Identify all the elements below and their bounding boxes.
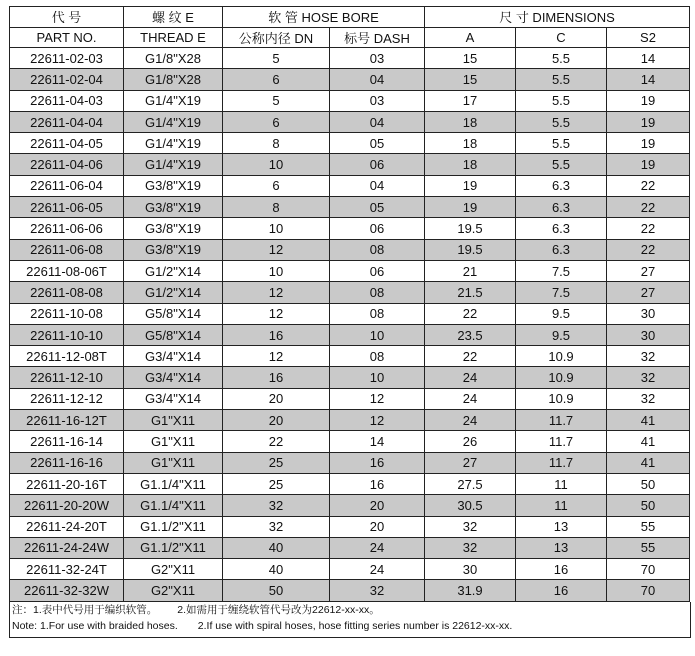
table-row bbox=[10, 324, 690, 345]
cell-part: 22611-04-03 bbox=[10, 90, 124, 111]
cell-dash: 08 bbox=[330, 282, 425, 303]
cell-part: 22611-12-12 bbox=[10, 388, 124, 409]
cell-dash: 12 bbox=[330, 388, 425, 409]
cell-a: 18 bbox=[425, 154, 516, 175]
cell-part: 22611-20-16T bbox=[10, 473, 124, 494]
cell-s2: 41 bbox=[607, 452, 690, 473]
header-dimensions: 尺 寸 DIMENSIONS bbox=[425, 7, 690, 28]
cell-dash: 14 bbox=[330, 431, 425, 452]
cell-a: 17 bbox=[425, 90, 516, 111]
cell-dn: 40 bbox=[223, 537, 330, 558]
cell-thread: G5/8"X14 bbox=[124, 303, 223, 324]
cell-dn: 25 bbox=[223, 473, 330, 494]
table-row bbox=[10, 303, 690, 324]
cell-dash: 06 bbox=[330, 218, 425, 239]
cell-part: 22611-10-10 bbox=[10, 324, 124, 345]
cell-dash: 12 bbox=[330, 410, 425, 431]
table-header bbox=[10, 7, 690, 48]
cell-part: 22611-02-03 bbox=[10, 48, 124, 69]
cell-dn: 10 bbox=[223, 260, 330, 281]
cell-part: 22611-04-05 bbox=[10, 133, 124, 154]
spec-table-container bbox=[9, 6, 689, 638]
cell-dn: 12 bbox=[223, 282, 330, 303]
table-row bbox=[10, 175, 690, 196]
cell-c: 13 bbox=[516, 516, 607, 537]
header-s2: S2 bbox=[607, 27, 690, 48]
cell-a: 30.5 bbox=[425, 495, 516, 516]
table-row bbox=[10, 218, 690, 239]
cell-s2: 14 bbox=[607, 48, 690, 69]
cell-dash: 32 bbox=[330, 580, 425, 601]
cell-thread: G3/8"X19 bbox=[124, 239, 223, 260]
cell-a: 19.5 bbox=[425, 218, 516, 239]
cell-a: 19.5 bbox=[425, 239, 516, 260]
cell-s2: 70 bbox=[607, 559, 690, 580]
cell-dn: 5 bbox=[223, 90, 330, 111]
cell-dn: 32 bbox=[223, 495, 330, 516]
table-row bbox=[10, 90, 690, 111]
cell-a: 26 bbox=[425, 431, 516, 452]
cell-part: 22611-06-05 bbox=[10, 197, 124, 218]
table-row bbox=[10, 452, 690, 473]
cell-c: 11.7 bbox=[516, 431, 607, 452]
cell-a: 21.5 bbox=[425, 282, 516, 303]
cell-s2: 19 bbox=[607, 111, 690, 132]
cell-thread: G1.1/4"X11 bbox=[124, 495, 223, 516]
table-row bbox=[10, 69, 690, 90]
cell-part: 22611-32-24T bbox=[10, 559, 124, 580]
cell-part: 22611-16-16 bbox=[10, 452, 124, 473]
cell-thread: G5/8"X14 bbox=[124, 324, 223, 345]
cell-a: 24 bbox=[425, 388, 516, 409]
cell-c: 7.5 bbox=[516, 260, 607, 281]
cell-dash: 05 bbox=[330, 133, 425, 154]
cell-s2: 22 bbox=[607, 175, 690, 196]
cell-c: 6.3 bbox=[516, 175, 607, 196]
cell-thread: G1.1/2"X11 bbox=[124, 516, 223, 537]
cell-thread: G3/8"X19 bbox=[124, 197, 223, 218]
cell-part: 22611-12-08T bbox=[10, 346, 124, 367]
cell-c: 6.3 bbox=[516, 239, 607, 260]
cell-c: 9.5 bbox=[516, 303, 607, 324]
cell-part: 22611-16-12T bbox=[10, 410, 124, 431]
cell-thread: G3/4"X14 bbox=[124, 346, 223, 367]
cell-a: 23.5 bbox=[425, 324, 516, 345]
cell-s2: 32 bbox=[607, 367, 690, 388]
cell-part: 22611-24-20T bbox=[10, 516, 124, 537]
cell-s2: 22 bbox=[607, 218, 690, 239]
cell-dn: 6 bbox=[223, 69, 330, 90]
cell-a: 19 bbox=[425, 175, 516, 196]
cell-thread: G1"X11 bbox=[124, 452, 223, 473]
cell-a: 22 bbox=[425, 346, 516, 367]
cell-s2: 30 bbox=[607, 303, 690, 324]
cell-a: 27.5 bbox=[425, 473, 516, 494]
cell-part: 22611-12-10 bbox=[10, 367, 124, 388]
cell-dn: 6 bbox=[223, 175, 330, 196]
cell-dash: 05 bbox=[330, 197, 425, 218]
cell-s2: 32 bbox=[607, 388, 690, 409]
cell-a: 18 bbox=[425, 111, 516, 132]
cell-part: 22611-08-08 bbox=[10, 282, 124, 303]
cell-dash: 16 bbox=[330, 473, 425, 494]
cell-c: 11.7 bbox=[516, 410, 607, 431]
cell-s2: 55 bbox=[607, 516, 690, 537]
table-row bbox=[10, 367, 690, 388]
note-cn-label: 注： bbox=[12, 603, 33, 616]
cell-dash: 04 bbox=[330, 175, 425, 196]
cell-thread: G1/8"X28 bbox=[124, 69, 223, 90]
cell-thread: G1/4"X19 bbox=[124, 133, 223, 154]
cell-dn: 12 bbox=[223, 346, 330, 367]
cell-dash: 10 bbox=[330, 324, 425, 345]
table-row bbox=[10, 260, 690, 281]
table-row bbox=[10, 154, 690, 175]
cell-dn: 50 bbox=[223, 580, 330, 601]
cell-s2: 70 bbox=[607, 580, 690, 601]
cell-a: 15 bbox=[425, 69, 516, 90]
cell-dash: 06 bbox=[330, 260, 425, 281]
cell-part: 22611-10-08 bbox=[10, 303, 124, 324]
cell-thread: G3/8"X19 bbox=[124, 175, 223, 196]
cell-s2: 55 bbox=[607, 537, 690, 558]
cell-c: 5.5 bbox=[516, 111, 607, 132]
cell-dn: 8 bbox=[223, 133, 330, 154]
table-row bbox=[10, 282, 690, 303]
cell-s2: 14 bbox=[607, 69, 690, 90]
cell-part: 22611-20-20W bbox=[10, 495, 124, 516]
table-row bbox=[10, 388, 690, 409]
cell-a: 24 bbox=[425, 367, 516, 388]
cell-a: 27 bbox=[425, 452, 516, 473]
cell-c: 7.5 bbox=[516, 282, 607, 303]
note-en-1: 1.For use with braided hoses. bbox=[40, 619, 178, 632]
cell-dn: 16 bbox=[223, 367, 330, 388]
cell-a: 18 bbox=[425, 133, 516, 154]
cell-c: 10.9 bbox=[516, 346, 607, 367]
notes-en-line bbox=[12, 618, 690, 634]
cell-dn: 12 bbox=[223, 303, 330, 324]
note-en-2: 2.If use with spiral hoses, hose fitting series number is 22612-xx-xx. bbox=[197, 619, 513, 632]
cell-part: 22611-06-04 bbox=[10, 175, 124, 196]
cell-thread: G1/2"X14 bbox=[124, 282, 223, 303]
cell-a: 22 bbox=[425, 303, 516, 324]
cell-s2: 30 bbox=[607, 324, 690, 345]
header-hose-bore: 软 管 HOSE BORE bbox=[223, 7, 425, 28]
cell-s2: 27 bbox=[607, 260, 690, 281]
table-row bbox=[10, 537, 690, 558]
cell-a: 32 bbox=[425, 516, 516, 537]
cell-part: 22611-06-08 bbox=[10, 239, 124, 260]
cell-part: 22611-32-32W bbox=[10, 580, 124, 601]
table-row bbox=[10, 239, 690, 260]
header-part-cn: 代 号 bbox=[10, 7, 124, 28]
cell-c: 11 bbox=[516, 473, 607, 494]
cell-c: 10.9 bbox=[516, 388, 607, 409]
cell-dash: 04 bbox=[330, 111, 425, 132]
cell-c: 5.5 bbox=[516, 90, 607, 111]
cell-dn: 16 bbox=[223, 324, 330, 345]
cell-a: 30 bbox=[425, 559, 516, 580]
cell-c: 16 bbox=[516, 580, 607, 601]
table-row bbox=[10, 559, 690, 580]
cell-dn: 8 bbox=[223, 197, 330, 218]
cell-a: 15 bbox=[425, 48, 516, 69]
cell-dash: 20 bbox=[330, 495, 425, 516]
cell-s2: 41 bbox=[607, 431, 690, 452]
table-row bbox=[10, 495, 690, 516]
cell-dn: 10 bbox=[223, 154, 330, 175]
table-body bbox=[10, 48, 690, 602]
cell-a: 21 bbox=[425, 260, 516, 281]
table-row bbox=[10, 431, 690, 452]
cell-dn: 25 bbox=[223, 452, 330, 473]
cell-dn: 6 bbox=[223, 111, 330, 132]
cell-thread: G2"X11 bbox=[124, 580, 223, 601]
cell-thread: G2"X11 bbox=[124, 559, 223, 580]
notes-cn-line bbox=[12, 602, 690, 618]
cell-dn: 20 bbox=[223, 410, 330, 431]
cell-thread: G1/4"X19 bbox=[124, 154, 223, 175]
cell-thread: G1/4"X19 bbox=[124, 111, 223, 132]
cell-dash: 03 bbox=[330, 48, 425, 69]
cell-c: 16 bbox=[516, 559, 607, 580]
cell-thread: G3/4"X14 bbox=[124, 388, 223, 409]
cell-dn: 20 bbox=[223, 388, 330, 409]
cell-c: 6.3 bbox=[516, 218, 607, 239]
cell-dash: 08 bbox=[330, 239, 425, 260]
header-dn: 公称内径 DN bbox=[223, 27, 330, 48]
cell-c: 11 bbox=[516, 495, 607, 516]
cell-s2: 27 bbox=[607, 282, 690, 303]
table-row bbox=[10, 516, 690, 537]
cell-s2: 19 bbox=[607, 154, 690, 175]
header-c: C bbox=[516, 27, 607, 48]
table-row bbox=[10, 346, 690, 367]
cell-c: 10.9 bbox=[516, 367, 607, 388]
cell-c: 5.5 bbox=[516, 154, 607, 175]
table-row bbox=[10, 197, 690, 218]
cell-dash: 16 bbox=[330, 452, 425, 473]
cell-part: 22611-16-14 bbox=[10, 431, 124, 452]
cell-dash: 10 bbox=[330, 367, 425, 388]
cell-part: 22611-24-24W bbox=[10, 537, 124, 558]
cell-a: 24 bbox=[425, 410, 516, 431]
header-dash: 标号 DASH bbox=[330, 27, 425, 48]
cell-dn: 22 bbox=[223, 431, 330, 452]
cell-c: 11.7 bbox=[516, 452, 607, 473]
cell-part: 22611-06-06 bbox=[10, 218, 124, 239]
cell-dn: 32 bbox=[223, 516, 330, 537]
note-cn-2: 2.如需用于缠绕软管代号改为22612-xx-xx。 bbox=[177, 603, 380, 616]
table-row bbox=[10, 133, 690, 154]
cell-s2: 19 bbox=[607, 133, 690, 154]
cell-thread: G1"X11 bbox=[124, 410, 223, 431]
cell-dash: 03 bbox=[330, 90, 425, 111]
cell-thread: G3/4"X14 bbox=[124, 367, 223, 388]
table-row bbox=[10, 48, 690, 69]
cell-s2: 41 bbox=[607, 410, 690, 431]
cell-s2: 32 bbox=[607, 346, 690, 367]
cell-s2: 19 bbox=[607, 90, 690, 111]
cell-s2: 50 bbox=[607, 495, 690, 516]
cell-part: 22611-02-04 bbox=[10, 69, 124, 90]
cell-part: 22611-04-04 bbox=[10, 111, 124, 132]
table-row bbox=[10, 473, 690, 494]
cell-dash: 24 bbox=[330, 537, 425, 558]
cell-dash: 20 bbox=[330, 516, 425, 537]
header-thread-cn: 螺 纹 E bbox=[124, 7, 223, 28]
cell-dash: 24 bbox=[330, 559, 425, 580]
table-row bbox=[10, 580, 690, 601]
cell-dn: 12 bbox=[223, 239, 330, 260]
cell-c: 5.5 bbox=[516, 48, 607, 69]
cell-dash: 04 bbox=[330, 69, 425, 90]
fitting-spec-table bbox=[9, 6, 690, 602]
cell-thread: G1/2"X14 bbox=[124, 260, 223, 281]
notes-section bbox=[9, 602, 691, 638]
header-thread-en: THREAD E bbox=[124, 27, 223, 48]
cell-c: 5.5 bbox=[516, 69, 607, 90]
cell-dash: 06 bbox=[330, 154, 425, 175]
header-a: A bbox=[425, 27, 516, 48]
cell-s2: 50 bbox=[607, 473, 690, 494]
cell-thread: G1.1/2"X11 bbox=[124, 537, 223, 558]
cell-part: 22611-04-06 bbox=[10, 154, 124, 175]
cell-thread: G1/4"X19 bbox=[124, 90, 223, 111]
cell-thread: G1/8"X28 bbox=[124, 48, 223, 69]
cell-dn: 5 bbox=[223, 48, 330, 69]
cell-c: 6.3 bbox=[516, 197, 607, 218]
cell-dn: 10 bbox=[223, 218, 330, 239]
cell-a: 32 bbox=[425, 537, 516, 558]
cell-part: 22611-08-06T bbox=[10, 260, 124, 281]
cell-c: 5.5 bbox=[516, 133, 607, 154]
cell-dash: 08 bbox=[330, 346, 425, 367]
cell-dash: 08 bbox=[330, 303, 425, 324]
cell-thread: G1"X11 bbox=[124, 431, 223, 452]
note-cn-1: 1.表中代号用于编织软管。 bbox=[33, 603, 158, 616]
cell-c: 9.5 bbox=[516, 324, 607, 345]
table-row bbox=[10, 111, 690, 132]
cell-c: 13 bbox=[516, 537, 607, 558]
cell-s2: 22 bbox=[607, 197, 690, 218]
table-row bbox=[10, 410, 690, 431]
header-part-en: PART NO. bbox=[10, 27, 124, 48]
cell-a: 31.9 bbox=[425, 580, 516, 601]
cell-s2: 22 bbox=[607, 239, 690, 260]
cell-a: 19 bbox=[425, 197, 516, 218]
cell-thread: G3/8"X19 bbox=[124, 218, 223, 239]
cell-thread: G1.1/4"X11 bbox=[124, 473, 223, 494]
note-en-label: Note: bbox=[12, 619, 38, 632]
cell-dn: 40 bbox=[223, 559, 330, 580]
